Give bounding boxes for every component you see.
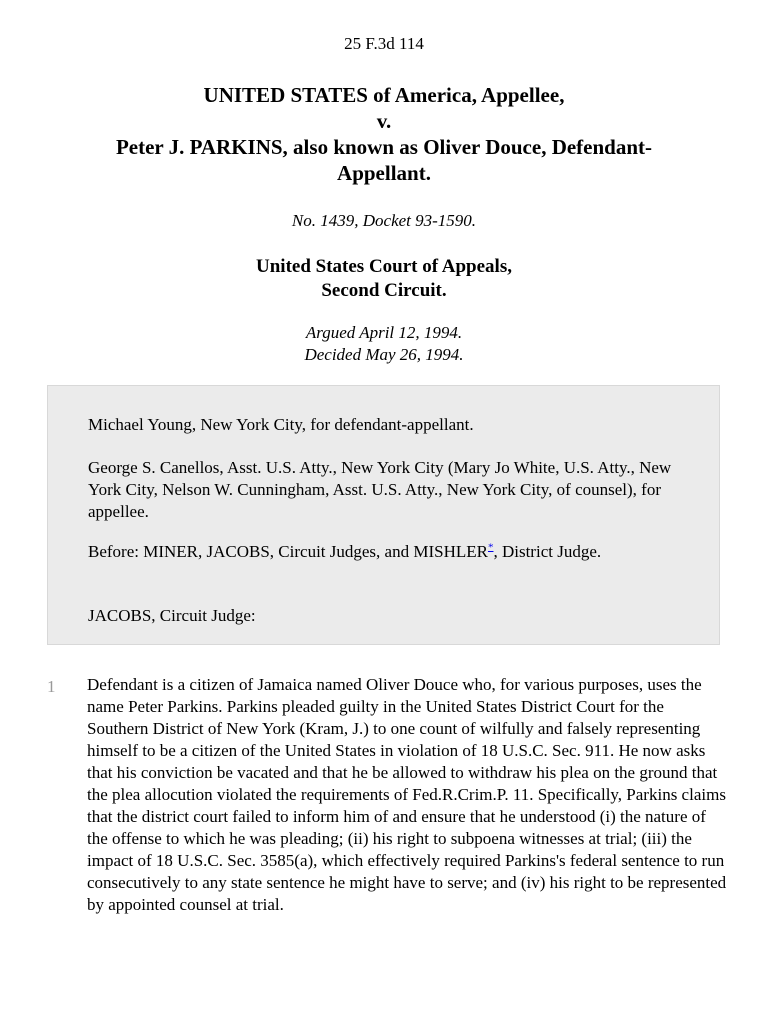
caption-appellee: UNITED STATES of America, Appellee, [203,83,565,107]
case-dates [0,322,768,366]
argued-date: Argued April 12, 1994. [305,323,463,342]
caption-versus: v. [376,109,392,133]
panel-judges-suffix: , District Judge. [493,542,602,561]
docket-number: No. 1439, Docket 93-1590. [291,211,477,230]
panel-judges [88,541,688,563]
case-citation: 25 F.3d 114 [344,34,424,53]
paragraph-text: Defendant is a citizen of Jamaica named Oliver Douce who, for various purposes, uses the name Peter Parkins. Parkins pleaded guilty in the United States District Court for the Southern District of New York (Kram, J.) to one count of wilfully and falsely representing himself to be a citizen of the United States in violation of 18 U.S.C. Sec. 911. He now asks that his conviction be vacated and that he be allowed to withdraw his plea on the ground that the plea allocution violated the requirements of Fed.R.Crim.P. 11. Specifically, Parkins claims that the district court failed to inform him of and ensure that he understood (i) the nature of the offense to which he was pleading; (ii) his right to subpoena witnesses at trial; (iii) the impact of 18 U.S.C. Sec. 3585(a), which effectively required Parkins's federal sentence to run consecutively to any state sentence he might have to serve; and (iv) his right to be represented by appointed counsel at trial. [87,675,727,914]
opinion-author: JACOBS, Circuit Judge: [88,606,256,625]
counsel-appellee: George S. Canellos, Asst. U.S. Atty., New York City (Mary Jo White, U.S. Atty., New York City, Nelson W. Cunningham, Asst. U.S. Atty., New York City, of counsel), for appellee. [88,458,672,521]
court-name [0,255,768,303]
counsel-panel [47,385,720,645]
panel-judges-text: Before: MINER, JACOBS, Circuit Judges, and MISHLER [88,542,488,561]
paragraph-number: 1 [47,677,56,696]
decided-date: Decided May 26, 1994. [304,345,464,364]
caption-appellant-line: Peter J. PARKINS, also known as Oliver Douce, Defendant- [115,135,653,159]
court-name-line2: Second Circuit. [321,280,447,301]
court-name-line1: United States Court of Appeals, [256,256,512,277]
counsel-defendant: Michael Young, New York City, for defendant-appellant. [88,415,474,434]
footnote-link[interactable]: * [487,541,494,554]
case-caption [40,82,728,186]
caption-appellant-cont: Appellant. [337,161,431,185]
